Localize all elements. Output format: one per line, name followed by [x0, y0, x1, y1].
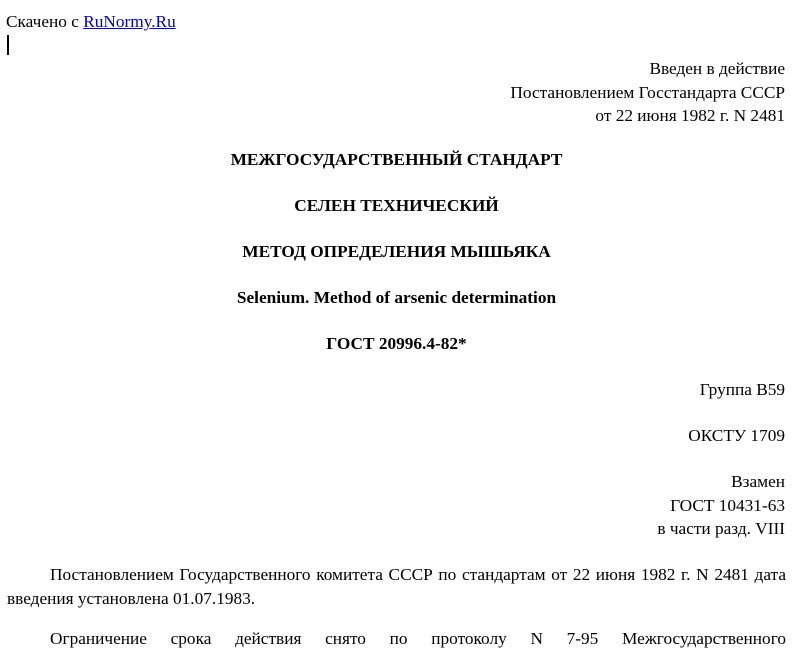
enactment-line-3: от 22 июня 1982 г. N 2481 [595, 106, 785, 125]
okstu-label [688, 424, 785, 448]
enactment-line-2: Постановлением Госстандарта СССР [510, 82, 785, 102]
standard-type-heading: МЕЖГОСУДАРСТВЕННЫЙ СТАНДАРТ [230, 150, 563, 169]
group-label [700, 378, 785, 402]
source-prefix: Скачено с [6, 12, 79, 31]
group-text: Группа В59 [699, 380, 785, 399]
subject-heading: СЕЛЕН ТЕХНИЧЕСКИЙ [294, 196, 499, 215]
text-cursor [7, 35, 9, 55]
source-line [6, 10, 176, 33]
english-title: Selenium. Method of arsenic determination [236, 288, 557, 307]
replaces-block [657, 470, 785, 541]
enactment-line-1: Введен в действие [649, 59, 785, 78]
enactment-block [510, 57, 785, 128]
source-link[interactable]: RuNormy.Ru [83, 12, 176, 31]
standard-code: ГОСТ 20996.4-82* [326, 334, 467, 353]
paragraph-term-limit: Ограничение срока действия снято по протоколу N 7-95 Межгосударственного [50, 629, 786, 648]
replaces-line-3: в части разд. VIII [657, 519, 785, 538]
method-heading: МЕТОД ОПРЕДЕЛЕНИЯ МЫШЬЯКА [242, 242, 551, 261]
replaces-line-1: Взамен [731, 472, 785, 491]
okstu-text: ОКСТУ 1709 [688, 426, 785, 445]
paragraph-enactment-date: Постановлением Государственного комитета СССР по стандартам от 22 июня 1982 г. N 2481 дата введения установлена 01.07.1983. [7, 565, 786, 608]
replaces-line-2: ГОСТ 10431-63 [670, 495, 785, 515]
